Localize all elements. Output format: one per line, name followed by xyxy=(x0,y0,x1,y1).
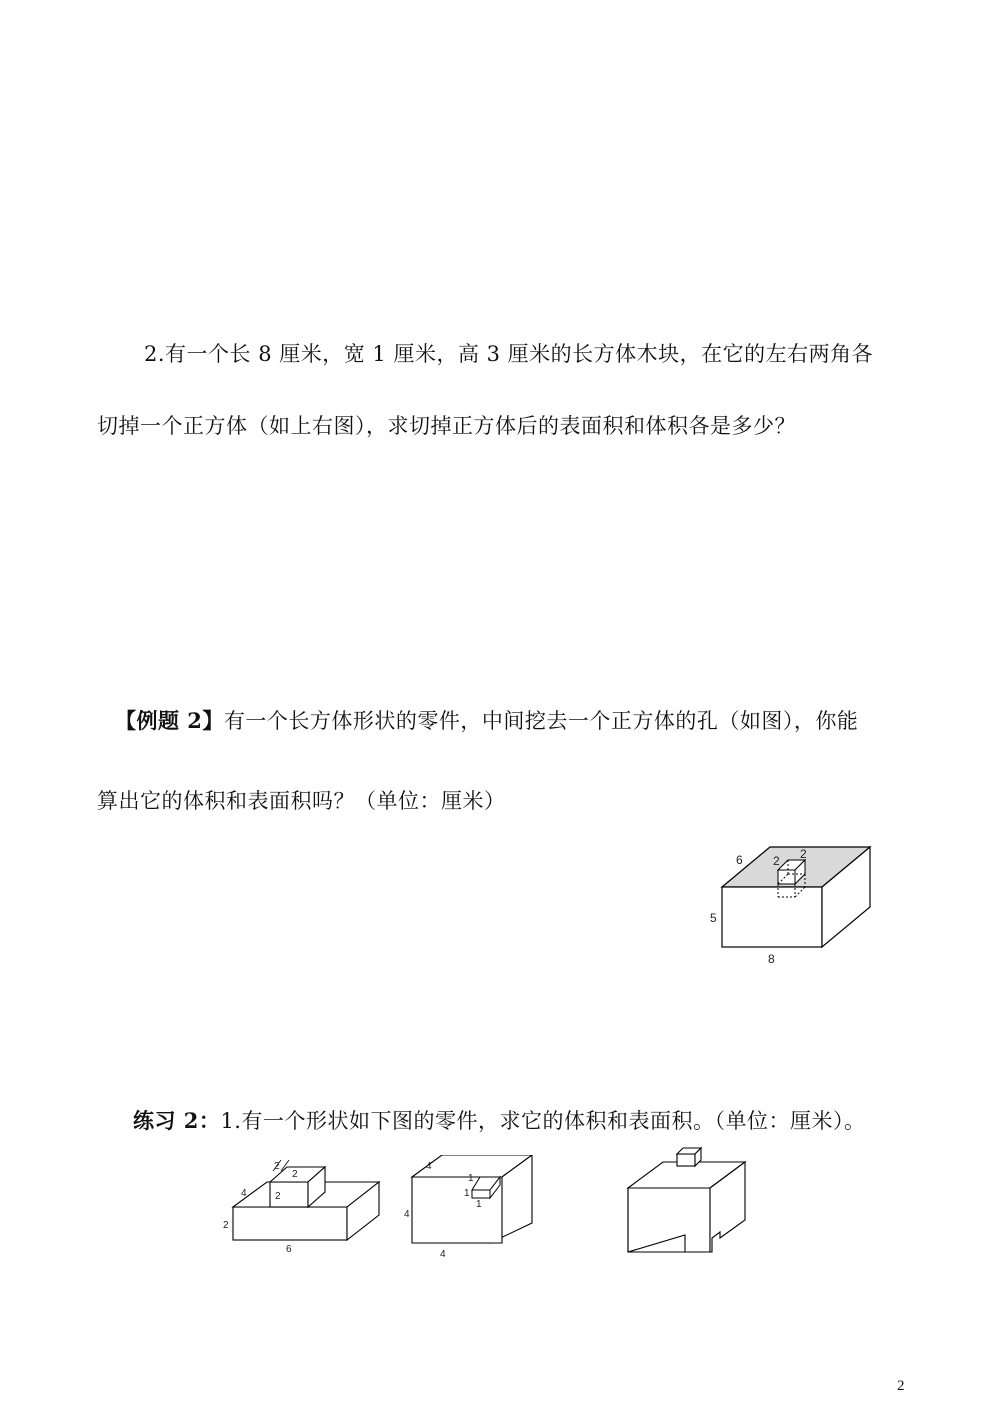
block-height-label: 2 xyxy=(275,1191,281,1202)
example2-figure xyxy=(700,840,890,970)
small-cube-front xyxy=(677,1154,695,1166)
problem2-line1: 2.有一个长 8 厘米，宽 1 厘米，高 3 厘米的长方体木块，在它的左右两角各 xyxy=(144,342,874,366)
notch-top-label: 1 xyxy=(468,1173,474,1184)
example2-line1 xyxy=(115,707,858,735)
example2-line1-text: 有一个长方体形状的零件，中间挖去一个正方体的孔（如图），你能 xyxy=(223,709,859,733)
depth-label: 6 xyxy=(736,853,743,867)
practice2-figure-3 xyxy=(620,1140,755,1255)
notch-right-label: 1 xyxy=(476,1199,482,1210)
cube-top-label: 2 xyxy=(800,847,807,861)
example2-label: 【例题 2】 xyxy=(115,708,224,733)
height-label: 4 xyxy=(404,1209,410,1220)
example2-line2: 算出它的体积和表面积吗？（单位：厘米） xyxy=(97,789,506,813)
height-label: 2 xyxy=(223,1220,229,1231)
practice2-line xyxy=(133,1107,865,1135)
practice2-label: 练习 2： xyxy=(133,1108,221,1133)
notch-left-label: 1 xyxy=(464,1188,470,1199)
top-slash-label: 2 xyxy=(274,1161,280,1172)
practice2-text: 1.有一个形状如下图的零件，求它的体积和表面积。（单位：厘米）。 xyxy=(220,1109,866,1133)
length-label: 8 xyxy=(768,952,775,966)
practice2-figure-2 xyxy=(400,1155,535,1265)
problem2-line2: 切掉一个正方体（如上右图），求切掉正方体后的表面积和体积各是多少？ xyxy=(97,414,796,438)
base-front xyxy=(233,1207,347,1240)
front-face xyxy=(722,887,822,947)
length-label: 6 xyxy=(286,1244,292,1255)
block-width-label: 2 xyxy=(292,1169,298,1180)
practice2-figure-1 xyxy=(215,1155,385,1255)
height-label: 5 xyxy=(710,911,717,925)
page-number: 2 xyxy=(897,1378,905,1394)
depth-label: 4 xyxy=(241,1188,247,1199)
depth-label: 4 xyxy=(426,1161,432,1172)
length-label: 4 xyxy=(440,1249,446,1260)
cube-side-label: 2 xyxy=(773,854,780,868)
front-outline xyxy=(628,1188,710,1252)
